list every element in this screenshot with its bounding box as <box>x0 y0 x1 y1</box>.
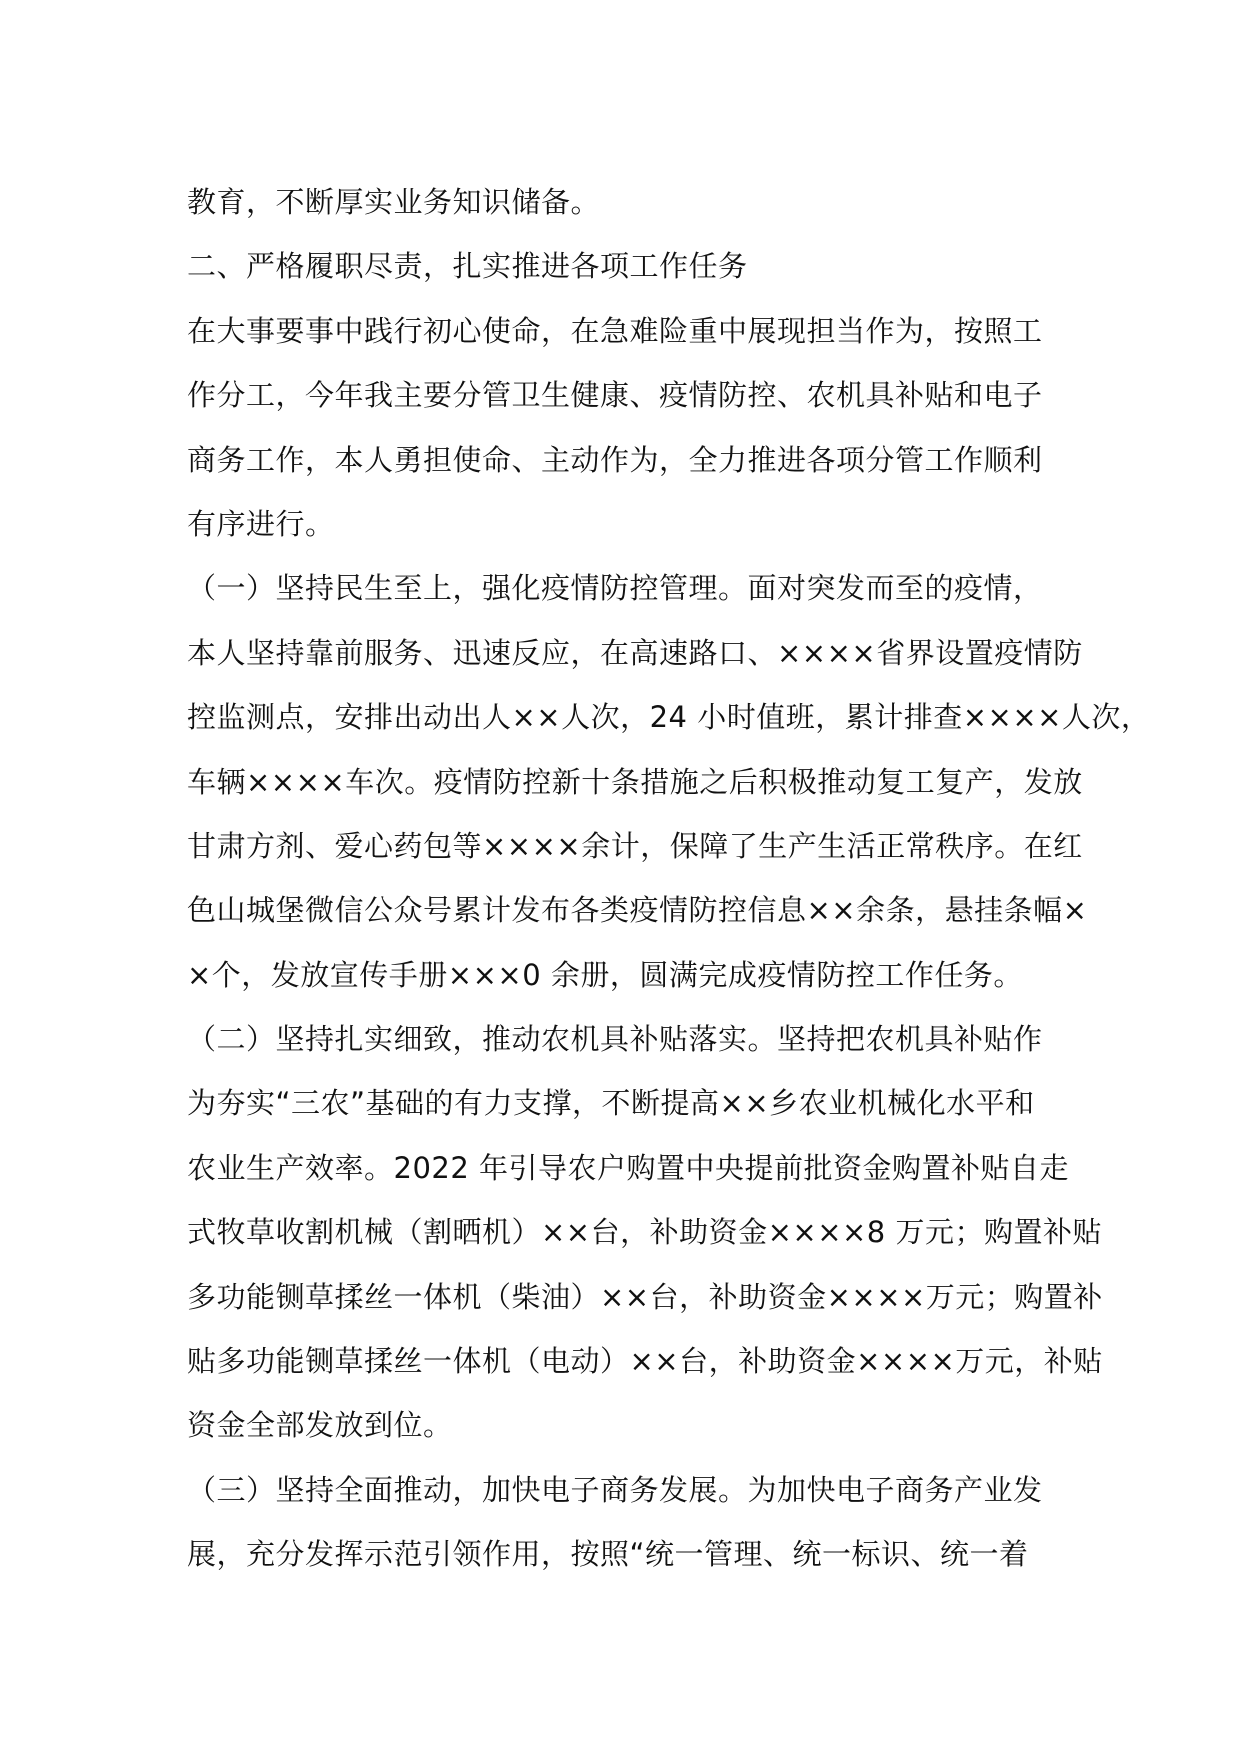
text-line: 贴多功能铡草揉丝一体机（电动）××台，补助资金××××万元，补贴 <box>187 1344 1103 1379</box>
text-line: 展，充分发挥示范引领作用，按照“统一管理、统一标识、统一着 <box>187 1537 1029 1572</box>
text-line: 农业生产效率。2022 年引导农户购置中央提前批资金购置补贴自走 <box>187 1150 1070 1185</box>
text-line: 作分工，今年我主要分管卫生健康、疫情防控、农机具补贴和电子 <box>187 378 1043 413</box>
subsection-line: （二）坚持扎实细致，推动农机具补贴落实。坚持把农机具补贴作 <box>187 1022 1043 1057</box>
subsection-line: （三）坚持全面推动，加快电子商务发展。为加快电子商务产业发 <box>187 1472 1043 1507</box>
text-line: 商务工作，本人勇担使命、主动作为，全力推进各项分管工作顺利 <box>187 442 1043 477</box>
text-line: ×个，发放宣传手册×××0 余册，圆满完成疫情防控工作任务。 <box>187 957 1023 992</box>
text-line: 为夯实“三农”基础的有力支撑，不断提高××乡农业机械化水平和 <box>187 1086 1035 1121</box>
document-body <box>187 170 1151 1587</box>
section-heading: 二、严格履职尽责，扎实推进各项工作任务 <box>187 249 748 284</box>
text-line: 在大事要事中践行初心使命，在急难险重中展现担当作为，按照工 <box>187 313 1043 348</box>
text-line: 色山城堡微信公众号累计发布各类疫情防控信息××余条，悬挂条幅× <box>187 893 1088 928</box>
text-line: 车辆××××车次。疫情防控新十条措施之后积极推动复工复产，发放 <box>187 764 1083 799</box>
text-line: 有序进行。 <box>187 506 335 541</box>
text-line: 教育，不断厚实业务知识储备。 <box>187 185 601 219</box>
text-line: 式牧草收割机械（割晒机）××台，补助资金××××8 万元；购置补贴 <box>187 1215 1102 1250</box>
text-line: 控监测点，安排出动出人××人次，24 小时值班，累计排查××××人次， <box>187 700 1151 735</box>
text-line: 多功能铡草揉丝一体机（柴油）××台，补助资金××××万元；购置补 <box>187 1279 1103 1314</box>
text-line: 本人坚持靠前服务、迅速反应，在高速路口、××××省界设置疫情防 <box>187 635 1083 670</box>
subsection-line: （一）坚持民生至上，强化疫情防控管理。面对突发而至的疫情， <box>187 571 1043 606</box>
text-line: 资金全部发放到位。 <box>187 1408 453 1443</box>
text-line: 甘肃方剂、爱心药包等××××余计，保障了生产生活正常秩序。在红 <box>187 828 1083 863</box>
